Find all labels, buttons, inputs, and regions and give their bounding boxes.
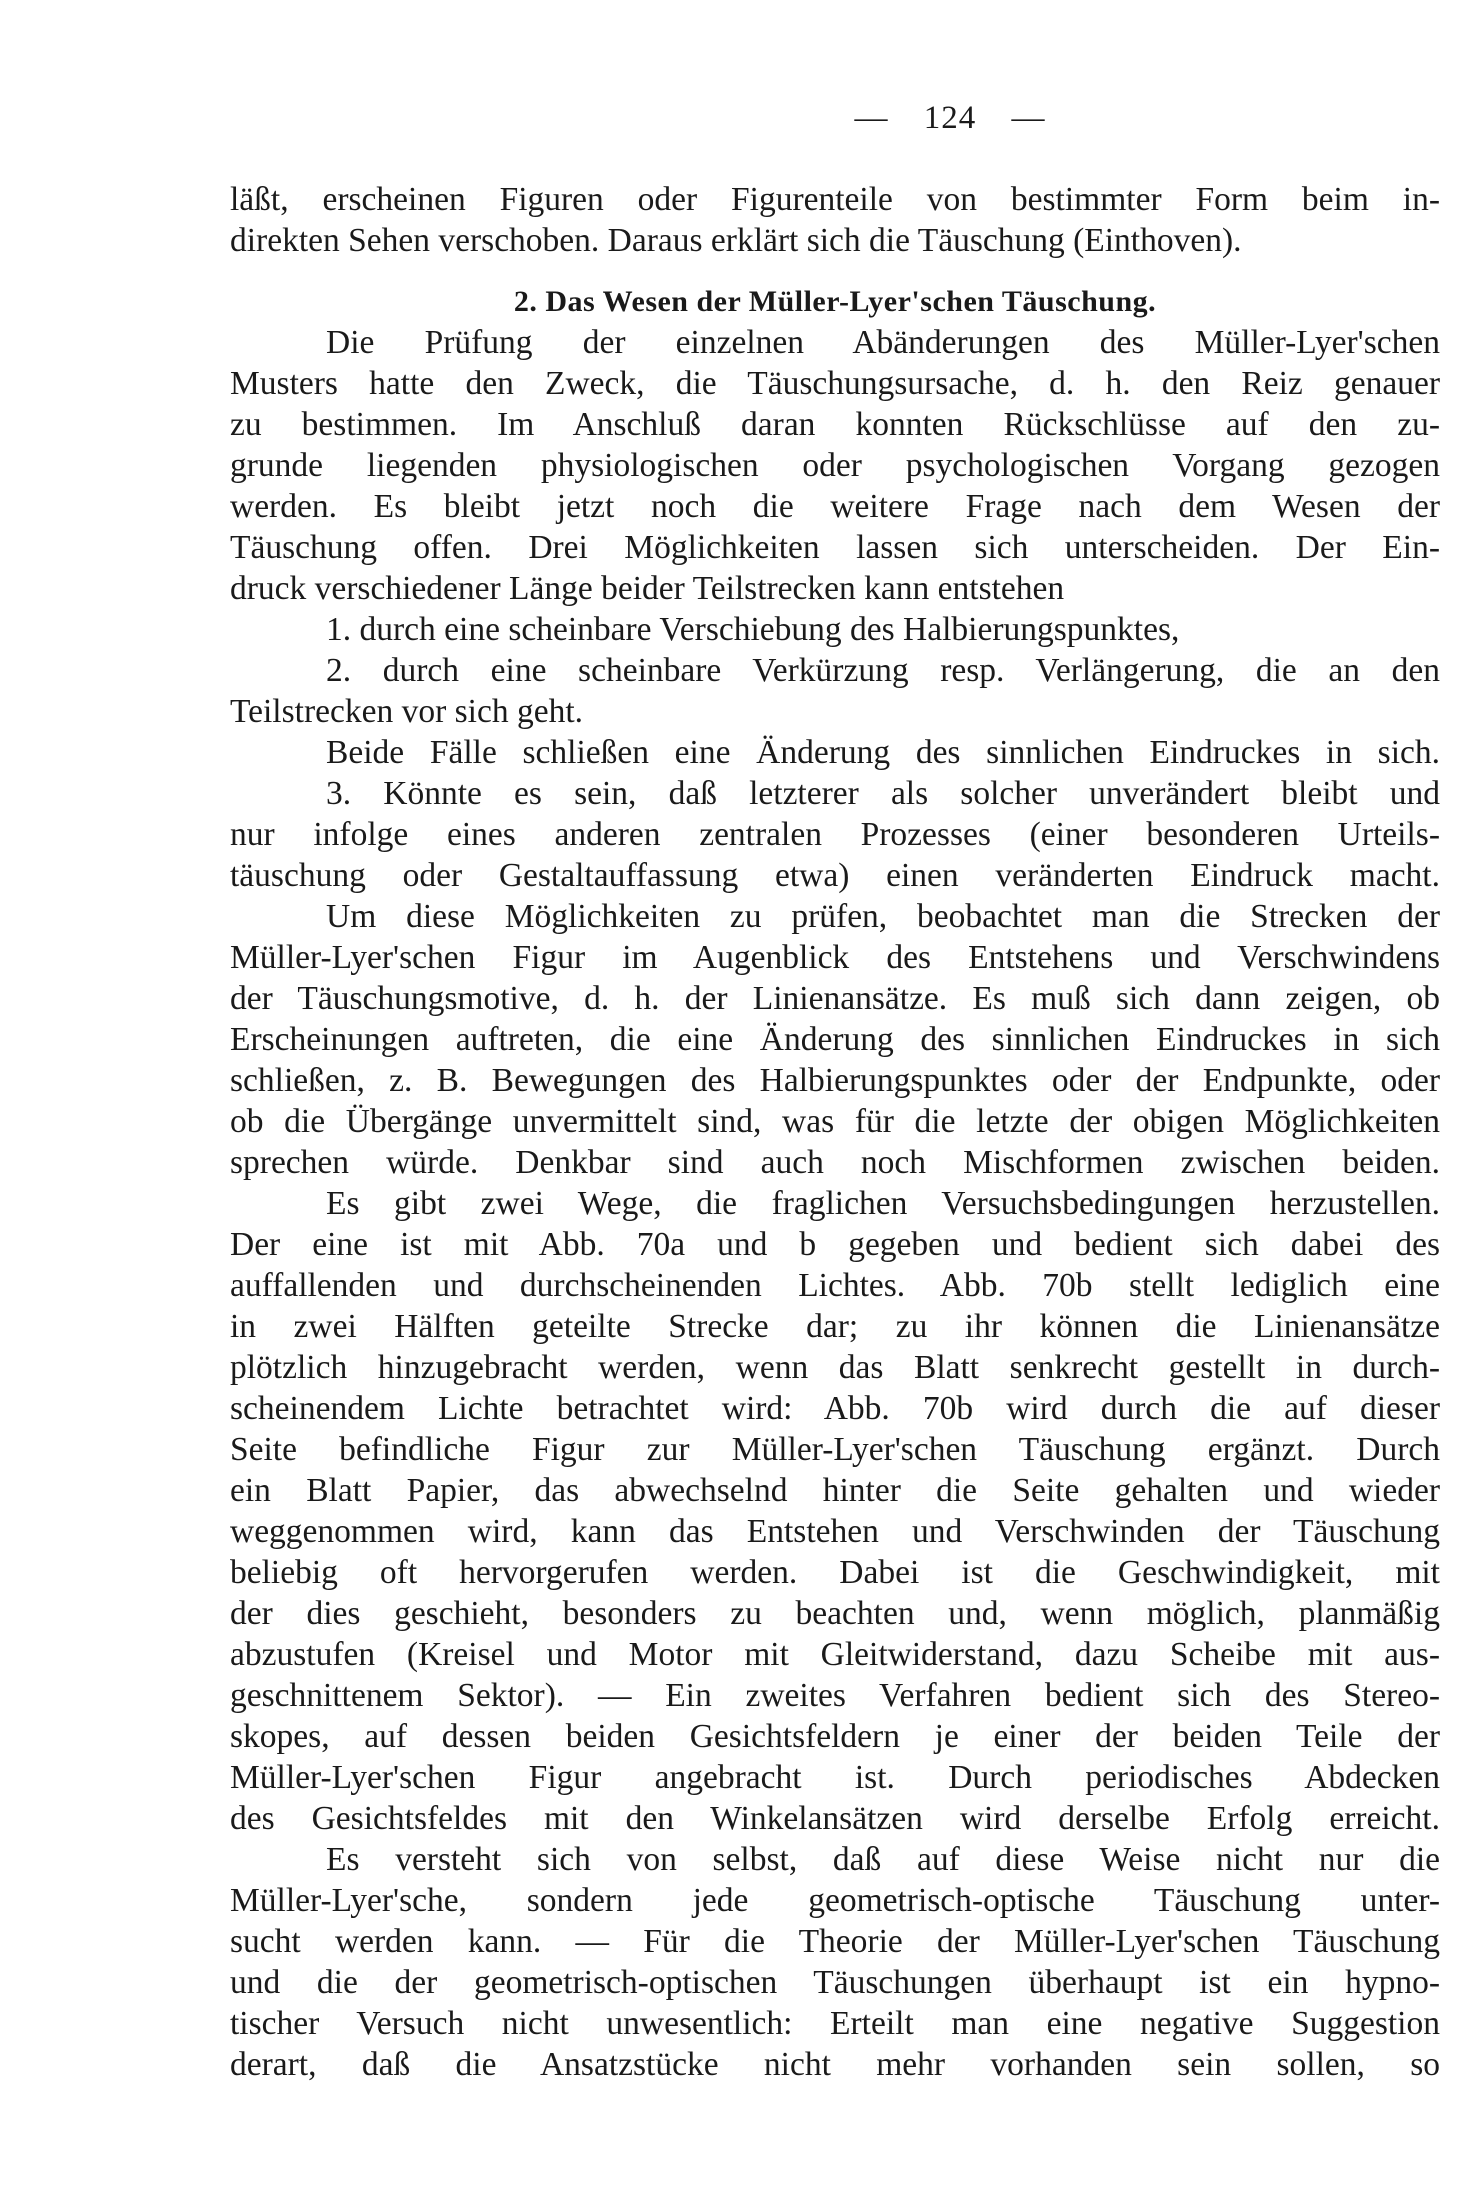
section-heading: 2. Das Wesen der Müller-Lyer'schen Täuschung. xyxy=(513,285,1157,318)
text-line: scheinendem Lichte betrachtet wird: Abb. 70b wird durch die auf dieser xyxy=(230,1390,1440,1427)
text-line: auffallenden und durchscheinenden Lichtes. Abb. 70b stellt lediglich eine xyxy=(230,1267,1440,1304)
text-line: Erscheinungen auftreten, die eine Änderung des sinnlichen Eindruckes in sich xyxy=(230,1021,1440,1058)
text-line: derart, daß die Ansatzstücke nicht mehr vorhanden sein sollen, so xyxy=(230,2046,1440,2083)
text-line: tischer Versuch nicht unwesentlich: Erteilt man eine negative Suggestion xyxy=(230,2005,1440,2042)
text-line: ob die Übergänge unvermittelt sind, was für die letzte der obigen Möglichkeiten xyxy=(230,1103,1440,1140)
text-line: zu bestimmen. Im Anschluß daran konnten Rückschlüsse auf den zu- xyxy=(230,406,1440,443)
page-number-header xyxy=(230,100,1440,137)
text-line: direkten Sehen verschoben. Daraus erklärt sich die Täuschung (Einthoven). xyxy=(230,222,1242,259)
text-line: werden. Es bleibt jetzt noch die weitere Frage nach dem Wesen der xyxy=(230,488,1440,525)
text-line: skopes, auf dessen beiden Gesichtsfeldern je einer der beiden Teile der xyxy=(230,1718,1440,1755)
text-line: sprechen würde. Denkbar sind auch noch Mischformen zwischen beiden. xyxy=(230,1144,1440,1181)
page-number: 124 xyxy=(923,100,977,136)
page-number-dash-left: — xyxy=(854,100,889,136)
text-line: beliebig oft hervorgerufen werden. Dabei ist die Geschwindigkeit, mit xyxy=(230,1554,1440,1591)
text-line: nur infolge eines anderen zentralen Prozesses (einer besonderen Urteils- xyxy=(230,816,1440,853)
text-line: geschnittenem Sektor). — Ein zweites Verfahren bedient sich des Stereo- xyxy=(230,1677,1440,1714)
text-line: abzustufen (Kreisel und Motor mit Gleitwiderstand, dazu Scheibe mit aus- xyxy=(230,1636,1440,1673)
text-line: ein Blatt Papier, das abwechselnd hinter die Seite gehalten und wieder xyxy=(230,1472,1440,1509)
book-page xyxy=(230,100,1440,2085)
text-line: Täuschung offen. Drei Möglichkeiten lassen sich unterscheiden. Der Ein- xyxy=(230,529,1440,566)
text-line: Beide Fälle schließen eine Änderung des sinnlichen Eindruckes in sich. xyxy=(326,734,1440,771)
text-line: der Täuschungsmotive, d. h. der Linienansätze. Es muß sich dann zeigen, ob xyxy=(230,980,1440,1017)
text-line: weggenommen wird, kann das Entstehen und Verschwinden der Täuschung xyxy=(230,1513,1440,1550)
text-line: läßt, erscheinen Figuren oder Figurenteile von bestimmter Form beim in- xyxy=(230,181,1440,218)
text-line: Der eine ist mit Abb. 70a und b gegeben und bedient sich dabei des xyxy=(230,1226,1440,1263)
text-line: und die der geometrisch-optischen Täuschungen überhaupt ist ein hypno- xyxy=(230,1964,1440,2001)
text-line: des Gesichtsfeldes mit den Winkelansätzen wird derselbe Erfolg erreicht. xyxy=(230,1800,1440,1837)
text-line: Müller-Lyer'sche, sondern jede geometrisch-optische Täuschung unter- xyxy=(230,1882,1440,1919)
text-line: sucht werden kann. — Für die Theorie der Müller-Lyer'schen Täuschung xyxy=(230,1923,1440,1960)
text-line: 2. durch eine scheinbare Verkürzung resp. Verlängerung, die an den xyxy=(326,652,1440,689)
text-line: grunde liegenden physiologischen oder psychologischen Vorgang gezogen xyxy=(230,447,1440,484)
text-line: Um diese Möglichkeiten zu prüfen, beobachtet man die Strecken der xyxy=(326,898,1440,935)
text-line: Müller-Lyer'schen Figur angebracht ist. Durch periodisches Abdecken xyxy=(230,1759,1440,1796)
text-line: druck verschiedener Länge beider Teilstrecken kann entstehen xyxy=(230,570,1065,607)
text-line: täuschung oder Gestaltauffassung etwa) einen veränderten Eindruck macht. xyxy=(230,857,1440,894)
text-line: Es gibt zwei Wege, die fraglichen Versuchsbedingungen herzustellen. xyxy=(326,1185,1440,1222)
text-line: Teilstrecken vor sich geht. xyxy=(230,693,584,730)
body-text xyxy=(230,322,1440,2085)
text-line: in zwei Hälften geteilte Strecke dar; zu ihr können die Linienansätze xyxy=(230,1308,1440,1345)
text-line: schließen, z. B. Bewegungen des Halbierungspunktes oder der Endpunkte, oder xyxy=(230,1062,1440,1099)
text-line: Die Prüfung der einzelnen Abänderungen des Müller-Lyer'schen xyxy=(326,324,1440,361)
text-line: Musters hatte den Zweck, die Täuschungsursache, d. h. den Reiz genauer xyxy=(230,365,1440,402)
text-line: 1. durch eine scheinbare Verschiebung des Halbierungspunktes, xyxy=(326,611,1180,648)
text-line: plötzlich hinzugebracht werden, wenn das Blatt senkrecht gestellt in durch- xyxy=(230,1349,1440,1386)
intro-paragraph xyxy=(230,179,1440,261)
text-line: Müller-Lyer'schen Figur im Augenblick des Entstehens und Verschwindens xyxy=(230,939,1440,976)
text-line: der dies geschieht, besonders zu beachten und, wenn möglich, planmäßig xyxy=(230,1595,1440,1632)
text-line: Seite befindliche Figur zur Müller-Lyer'schen Täuschung ergänzt. Durch xyxy=(230,1431,1440,1468)
text-line: Es versteht sich von selbst, daß auf diese Weise nicht nur die xyxy=(326,1841,1440,1878)
page-number-dash-right: — xyxy=(1011,100,1046,136)
text-line: 3. Könnte es sein, daß letzterer als solcher unverändert bleibt und xyxy=(326,775,1440,812)
